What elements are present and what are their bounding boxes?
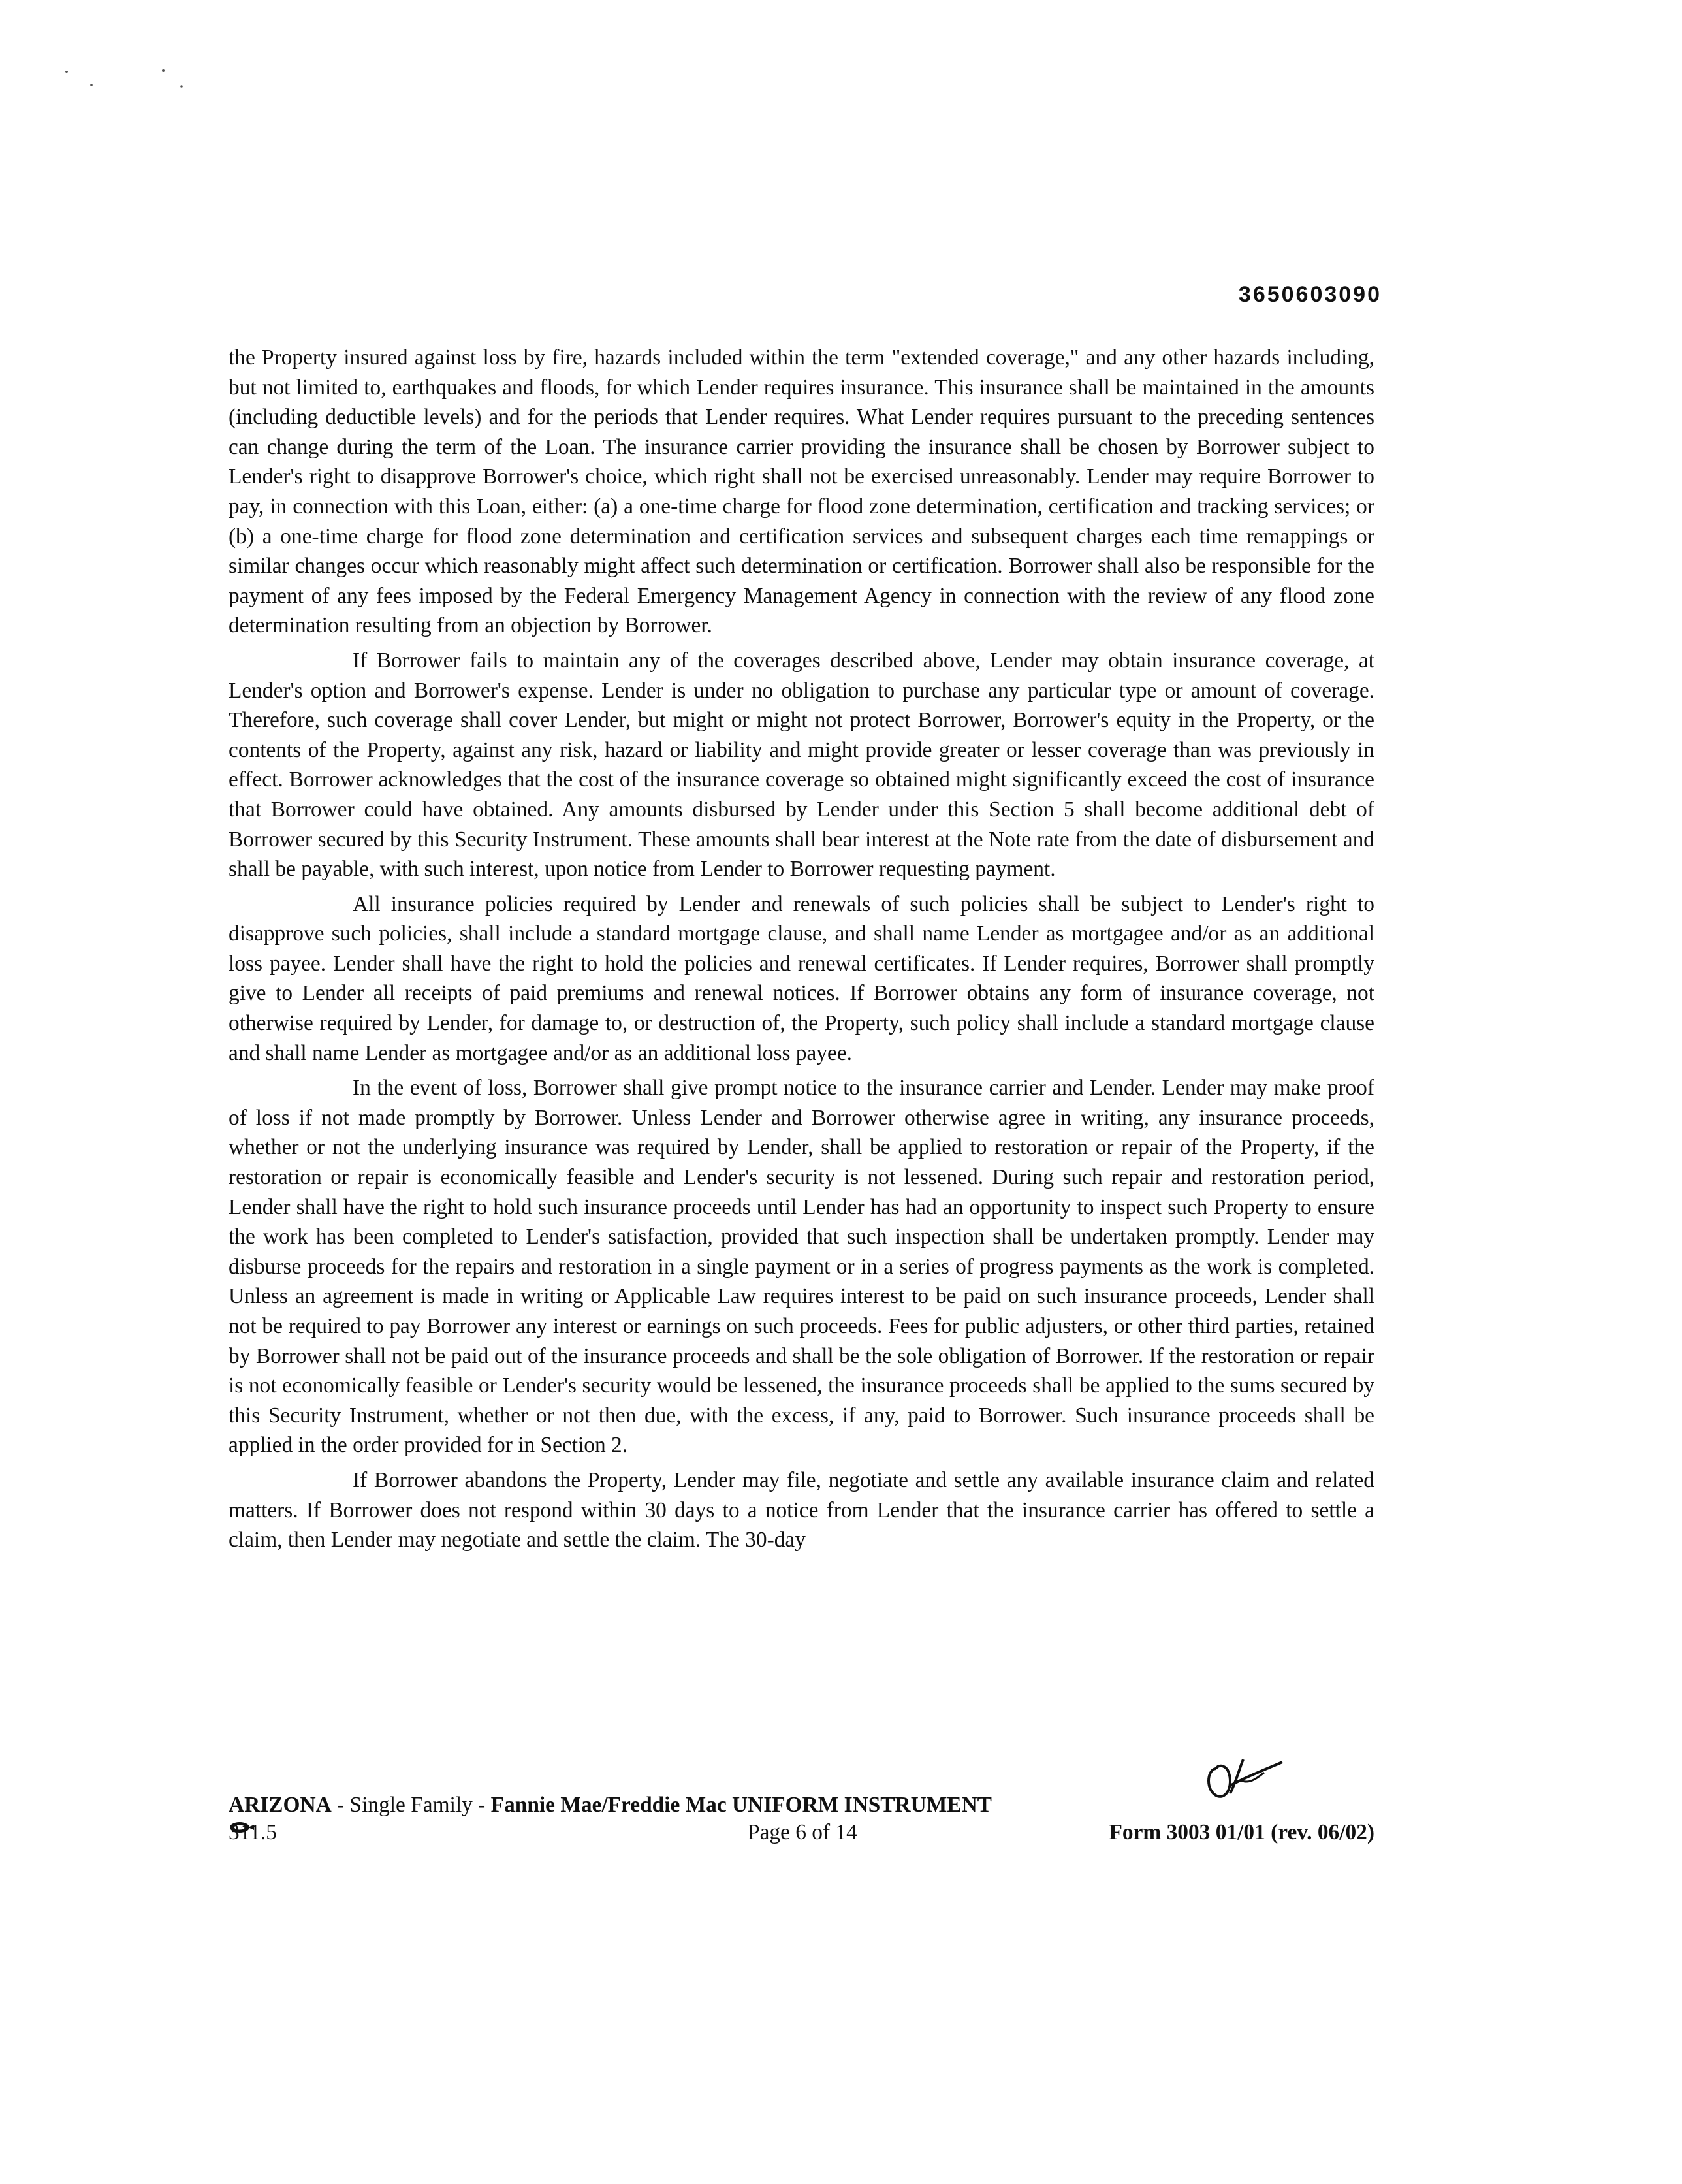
paragraph-abandonment: If Borrower abandons the Property, Lender may file, negotiate and settle any available insurance claim and related matters. If Borrower does not respond within 30 days to a notice from Lender that the insurance carrier has offered to settle a claim, then Lender may negotiate and settle the claim. The 30-day (229, 1468, 1374, 1552)
page-number: Page 6 of 14 (748, 1820, 857, 1844)
form-code-text: 311.5 (229, 1820, 277, 1844)
footer-family-type: Single Family (349, 1793, 473, 1817)
form-number: Form 3003 01/01 (rev. 06/02) (1109, 1820, 1374, 1844)
paragraph-lender-obtained-coverage: If Borrower fails to maintain any of the coverages described above, Lender may obtain insurance coverage, at Lender's option and Borrower's expense. Lender is under no obligation to purchase any particular type or amount of coverage. Therefore, such coverage shall cover Lender, but might or might not protect Borrower, Borrower's equity in the Property, or the contents of the Property, against any risk, hazard or liability and might provide greater or lesser coverage than was previously in effect. Borrower acknowledges that the cost of the insurance coverage so obtained might significantly exceed the cost of insurance that Borrower could have obtained. Any amounts disbursed by Lender under this Section 5 shall become additional debt of Borrower secured by this Security Instrument. These amounts shall bear interest at the Note rate from the date of disbursement and shall be payable, with such interest, upon notice from Lender to Borrower requesting payment. (229, 648, 1374, 882)
paragraph-event-of-loss: In the event of loss, Borrower shall give prompt notice to the insurance carrier and Lender. Lender may make proof of loss if not made promptly by Borrower. Unless Lender and Borrower otherwise agree in writing, any insurance proceeds, whether or not the underlying insurance was required by Lender, shall be applied to restoration or repair of the Property, if the restoration or repair is economically feasible and Lender's security is not lessened. During such repair and restoration period, Lender shall have the right to hold such insurance proceeds until Lender has had an opportunity to inspect such Property to ensure the work has been completed to Lender's satisfaction, provided that such inspection shall be undertaken promptly. Lender may disburse proceeds for the repairs and restoration in a single payment or in a series of progress payments as the work is completed. Unless an agreement is made in writing or Applicable Law requires interest to be paid on such insurance proceeds, Lender shall not be required to pay Borrower any interest or earnings on such proceeds. Fees for public adjusters, or other third parties, retained by Borrower shall not be paid out of the insurance proceeds and shall be the sole obligation of Borrower. If the restoration or repair is not economically feasible or Lender's security would be lessened, the insurance proceeds shall be applied to the sums secured by this Security Instrument, whether or not then due, with the excess, if any, paid to Borrower. Such insurance proceeds shall be applied in the order provided for in Section 2. (229, 1076, 1374, 1458)
loan-number: 3650603090 (1238, 282, 1382, 307)
footer-form-line (229, 1820, 1374, 1852)
footer-instrument-name: Fannie Mae/Freddie Mac UNIFORM INSTRUMENT (490, 1793, 992, 1817)
footer-separator: - (472, 1793, 491, 1817)
document-body (229, 343, 1374, 1560)
footer-instrument-line (229, 1786, 1374, 1818)
footer-state: ARIZONA (229, 1793, 332, 1817)
footer-separator: - (331, 1793, 350, 1817)
paragraph-policy-requirements: All insurance policies required by Lender and renewals of such policies shall be subject to Lender's right to disapprove such policies, shall include a standard mortgage clause, and shall name Lender as mortgagee and/or as an additional loss payee. Lender shall have the right to hold the policies and renewal certificates. If Lender requires, Borrower shall promptly give to Lender all receipts of paid premiums and renewal notices. If Borrower obtains any form of insurance coverage, not otherwise required by Lender, for damage to, or destruction of, the Property, such policy shall include a standard mortgage clause and shall name Lender as mortgagee and/or as an additional loss payee. (229, 891, 1374, 1065)
scan-specks (39, 46, 209, 104)
document-footer (229, 1786, 1374, 1852)
footer-form-code (229, 1820, 277, 1844)
paragraph-insurance-coverage: the Property insured against loss by fire, hazards included within the term "extended coverage," and any other hazards including, but not limited to, earthquakes and floods, for which Lender requires insurance. This insurance shall be maintained in the amounts (including deductible levels) and for the periods that Lender requires. What Lender requires pursuant to the preceding sentences can change during the term of the Loan. The insurance carrier providing the insurance shall be chosen by Borrower subject to Lender's right to disapprove Borrower's choice, which right shall not be exercised unreasonably. Lender may require Borrower to pay, in connection with this Loan, either: (a) a one-time charge for flood zone determination, certification and tracking services; or (b) a one-time charge for flood zone determination and certification services and subsequent charges each time remappings or similar changes occur which reasonably might affect such determination or certification. Borrower shall also be responsible for the payment of any fees imposed by the Federal Emergency Management Agency in connection with the review of any flood zone determination resulting from an objection by Borrower. (229, 345, 1374, 638)
